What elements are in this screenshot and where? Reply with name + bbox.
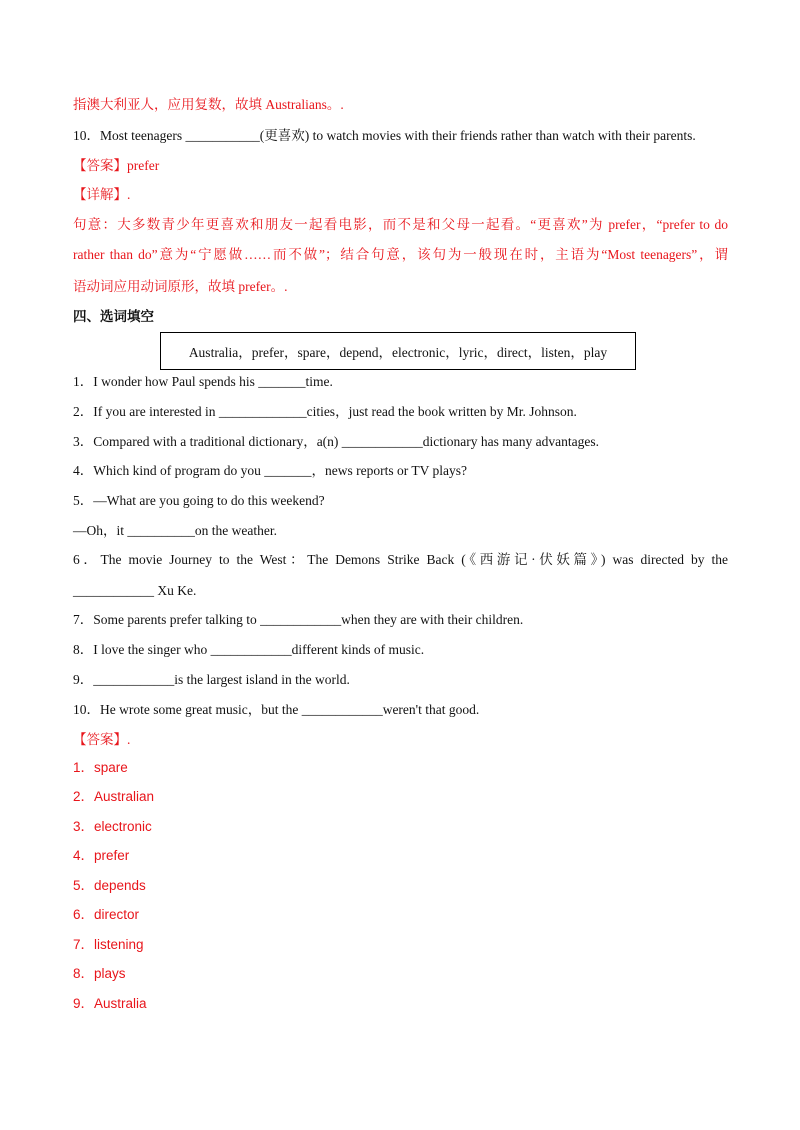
answer-label: 【答案】. [73,732,131,747]
question-8: 8．I love the singer who ____________different kinds of music. [73,642,425,657]
question-6: 6．The movie Journey to the West：The Demons Strike Back (《西游记·伏妖篇》) was directed by the [73,552,728,567]
detail-line-1: 句意：大多数青少年更喜欢和朋友一起看电影，而不是和父母一起看。“更喜欢”为 prefer，“prefer to do [73,217,728,232]
answer-10: 【答案】prefer [73,158,160,173]
answer-item: 1．spare [73,760,128,775]
answer-item: 6．director [73,907,140,922]
question-10: 10．Most teenagers ___________(更喜欢) to watch movies with their friends rather than watch with their parents. [73,128,696,143]
question-10-s4: 10．He wrote some great music，but the ____________weren't that good. [73,702,480,717]
question-1: 1．I wonder how Paul spends his _______time. [73,374,333,389]
question-9: 9．____________is the largest island in the world. [73,672,350,687]
answer-item: 2．Australian [73,789,155,804]
answer-item: 9．Australia [73,996,147,1011]
question-3: 3．Compared with a traditional dictionary，a(n) ____________dictionary has many advantages. [73,434,599,449]
detail-line-3: 语动词应用动词原形，故填 prefer。. [73,279,288,294]
question-5: 5．—What are you going to do this weekend? [73,493,325,508]
answer-item: 7．listening [73,937,144,952]
question-4: 4．Which kind of program do you _______，news reports or TV plays? [73,463,467,478]
section-heading: 四、选词填空 [73,309,154,324]
top-note: 指澳大利亚人，应用复数，故填 Australians。. [73,97,344,112]
answer-item: 3．electronic [73,819,152,834]
question-6-cont: ____________ Xu Ke. [73,583,197,598]
answer-item: 8．plays [73,966,126,981]
question-7: 7．Some parents prefer talking to ____________when they are with their children. [73,612,524,627]
word-box-text: Australia，prefer，spare，depend，electronic，lyric，direct，listen，play [188,345,608,360]
detail-label: 【详解】. [73,187,131,202]
answer-item: 4．prefer [73,848,130,863]
word-box [160,332,636,370]
answer-item: 5．depends [73,878,146,893]
detail-line-2: rather than do”意为“宁愿做……而不做”；结合句意，该句为一般现在时，主语为“Most teenagers”，谓 [73,247,728,262]
question-5-reply: —Oh，it __________on the weather. [73,523,277,538]
question-2: 2．If you are interested in _____________cities，just read the book written by Mr. Johnson. [73,404,577,419]
